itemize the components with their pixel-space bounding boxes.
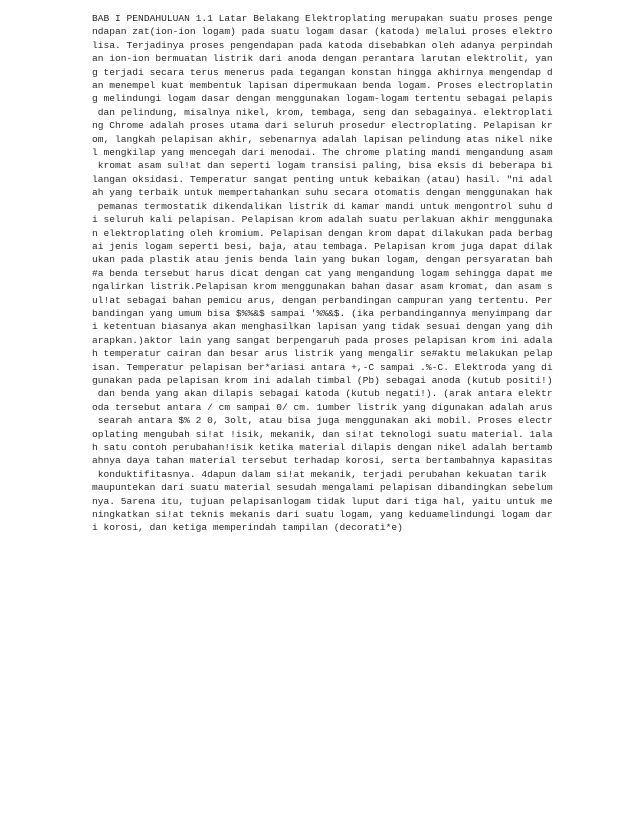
text-line: ningkatkan si!at teknis mekanis dari suatu logam, yang keduamelindungi logam dar	[92, 509, 553, 521]
text-line: ul!at sebagai bahan pemicu arus, dengan perbandingan campuran yang tertentu. Per	[92, 294, 553, 306]
text-line: arapkan.)aktor lain yang sangat berpengaruh pada proses pelapisan krom ini adala	[92, 334, 553, 346]
text-line: ng Chrome adalah proses utama dari seluruh prosedur electroplating. Pelapisan kr	[92, 120, 553, 132]
text-line: kromat asam sul!at dan seperti logam transisi paling, bisa eksis di beberapa bi	[92, 160, 553, 172]
text-line: nya. 5arena itu, tujuan pelapisanlogam tidak luput dari tiga hal, yaitu untuk me	[92, 495, 553, 507]
text-line: konduktifitasnya. 4dapun dalam si!at mekanik, terjadi perubahan kekuatan tarik	[92, 468, 547, 480]
text-line: ahnya daya tahan material tersebut terhadap korosi, serta bertambahnya kapasitas	[92, 455, 553, 467]
text-line: an menempel kuat membentuk lapisan dipermukaan benda logam. Proses electroplatin	[92, 80, 553, 92]
text-line: searah antara $% 2 0, 3olt, atau bisa juga menggunakan aki mobil. Proses electr	[92, 415, 553, 427]
text-line: g melindungi logam dasar dengan menggunakan logam-logam tertentu sebagai pelapis	[92, 93, 553, 105]
text-line: isan. Temperatur pelapisan ber*ariasi antara +,-C sampai .%-C. Elektroda yang di	[92, 361, 553, 373]
text-line: i ketentuan biasanya akan menghasilkan lapisan yang tidak sesuai dengan yang dih	[92, 321, 553, 333]
text-line: ndapan zat(ion-ion logam) pada suatu logam dasar (katoda) melalui proses elektro	[92, 26, 553, 38]
text-line: h temperatur cairan dan besar arus listrik yang mengalir se#aktu melakukan pelap	[92, 348, 553, 360]
text-line: #a benda tersebut harus dicat dengan cat yang mengandung logam sehingga dapat me	[92, 267, 553, 279]
text-line: ai jenis logam seperti besi, baja, atau tembaga. Pelapisan krom juga dapat dilak	[92, 240, 553, 252]
text-line: pemanas termostatik dikendalikan listrik di kamar mandi untuk mengontrol suhu d	[92, 200, 553, 212]
text-line: an ion-ion bermuatan listrik dari anoda dengan perantara larutan elektrolit, yan	[92, 53, 553, 65]
text-line: BAB I PENDAHULUAN 1.1 Latar Belakang Elektroplating merupakan suatu proses penge	[92, 13, 553, 24]
text-line: h satu contoh perubahan!isik ketika material dilapis dengan nikel adalah bertamb	[92, 442, 553, 453]
text-line: bandingan yang umum bisa $%%&$ sampai '%%&$. (ika perbandingannya menyimpang dar	[92, 307, 553, 319]
body-text	[92, 12, 562, 535]
text-line: langan oksidasi. Temperatur sangat penting untuk kebaikan (atau) hasil. "ni adal	[92, 173, 553, 185]
text-line: n elektroplating oleh kromium. Pelapisan dengan krom dapat dilakukan pada berbag	[92, 227, 553, 239]
text-line: dan pelindung, misalnya nikel, krom, tembaga, seng dan sebagainya. elektroplati	[92, 106, 553, 118]
text-line: oplating mengubah si!at !isik, mekanik, dan si!at teknologi suatu material. 1ala	[92, 428, 553, 440]
text-line: i korosi, dan ketiga memperindah tampilan (decorati*e)	[92, 522, 403, 534]
text-line: ukan pada plastik atau jenis benda lain yang bukan logam, dengan persyaratan bah	[92, 254, 553, 266]
text-line: l mengkilap yang mencegah dari menodai. The chrome plating mandi mengandung asam	[92, 147, 553, 159]
text-line: lisa. Terjadinya proses pengendapan pada katoda disebabkan oleh adanya perpindah	[92, 39, 553, 51]
text-line: ngalirkan listrik.Pelapisan krom menggunakan bahan dasar asam kromat, dan asam s	[92, 281, 553, 293]
text-line: gunakan pada pelapisan krom ini adalah timbal (Pb) sebagai anoda (kutub positi!)	[92, 374, 553, 386]
text-line: om, langkah pelapisan akhir, sebenarnya adalah lapisan pelindung atas nikel nike	[92, 133, 553, 145]
text-line: g terjadi secara terus menerus pada tegangan konstan hingga akhirnya mengendap d	[92, 66, 553, 78]
text-line: ah yang terbaik untuk mempertahankan suhu secara otomatis dengan menggunakan hak	[92, 187, 553, 199]
text-line: i seluruh kali pelapisan. Pelapisan krom adalah suatu perlakuan akhir menggunaka	[92, 214, 553, 226]
text-line: maupuntekan dari suatu material sesudah mengalami pelapisan dibandingkan sebelum	[92, 482, 553, 494]
text-line: oda tersebut antara / cm sampai 0/ cm. 1umber listrik yang digunakan adalah arus	[92, 401, 553, 413]
text-line: dan benda yang akan dilapis sebagai katoda (kutub negati!). (arak antara elektr	[92, 388, 553, 400]
